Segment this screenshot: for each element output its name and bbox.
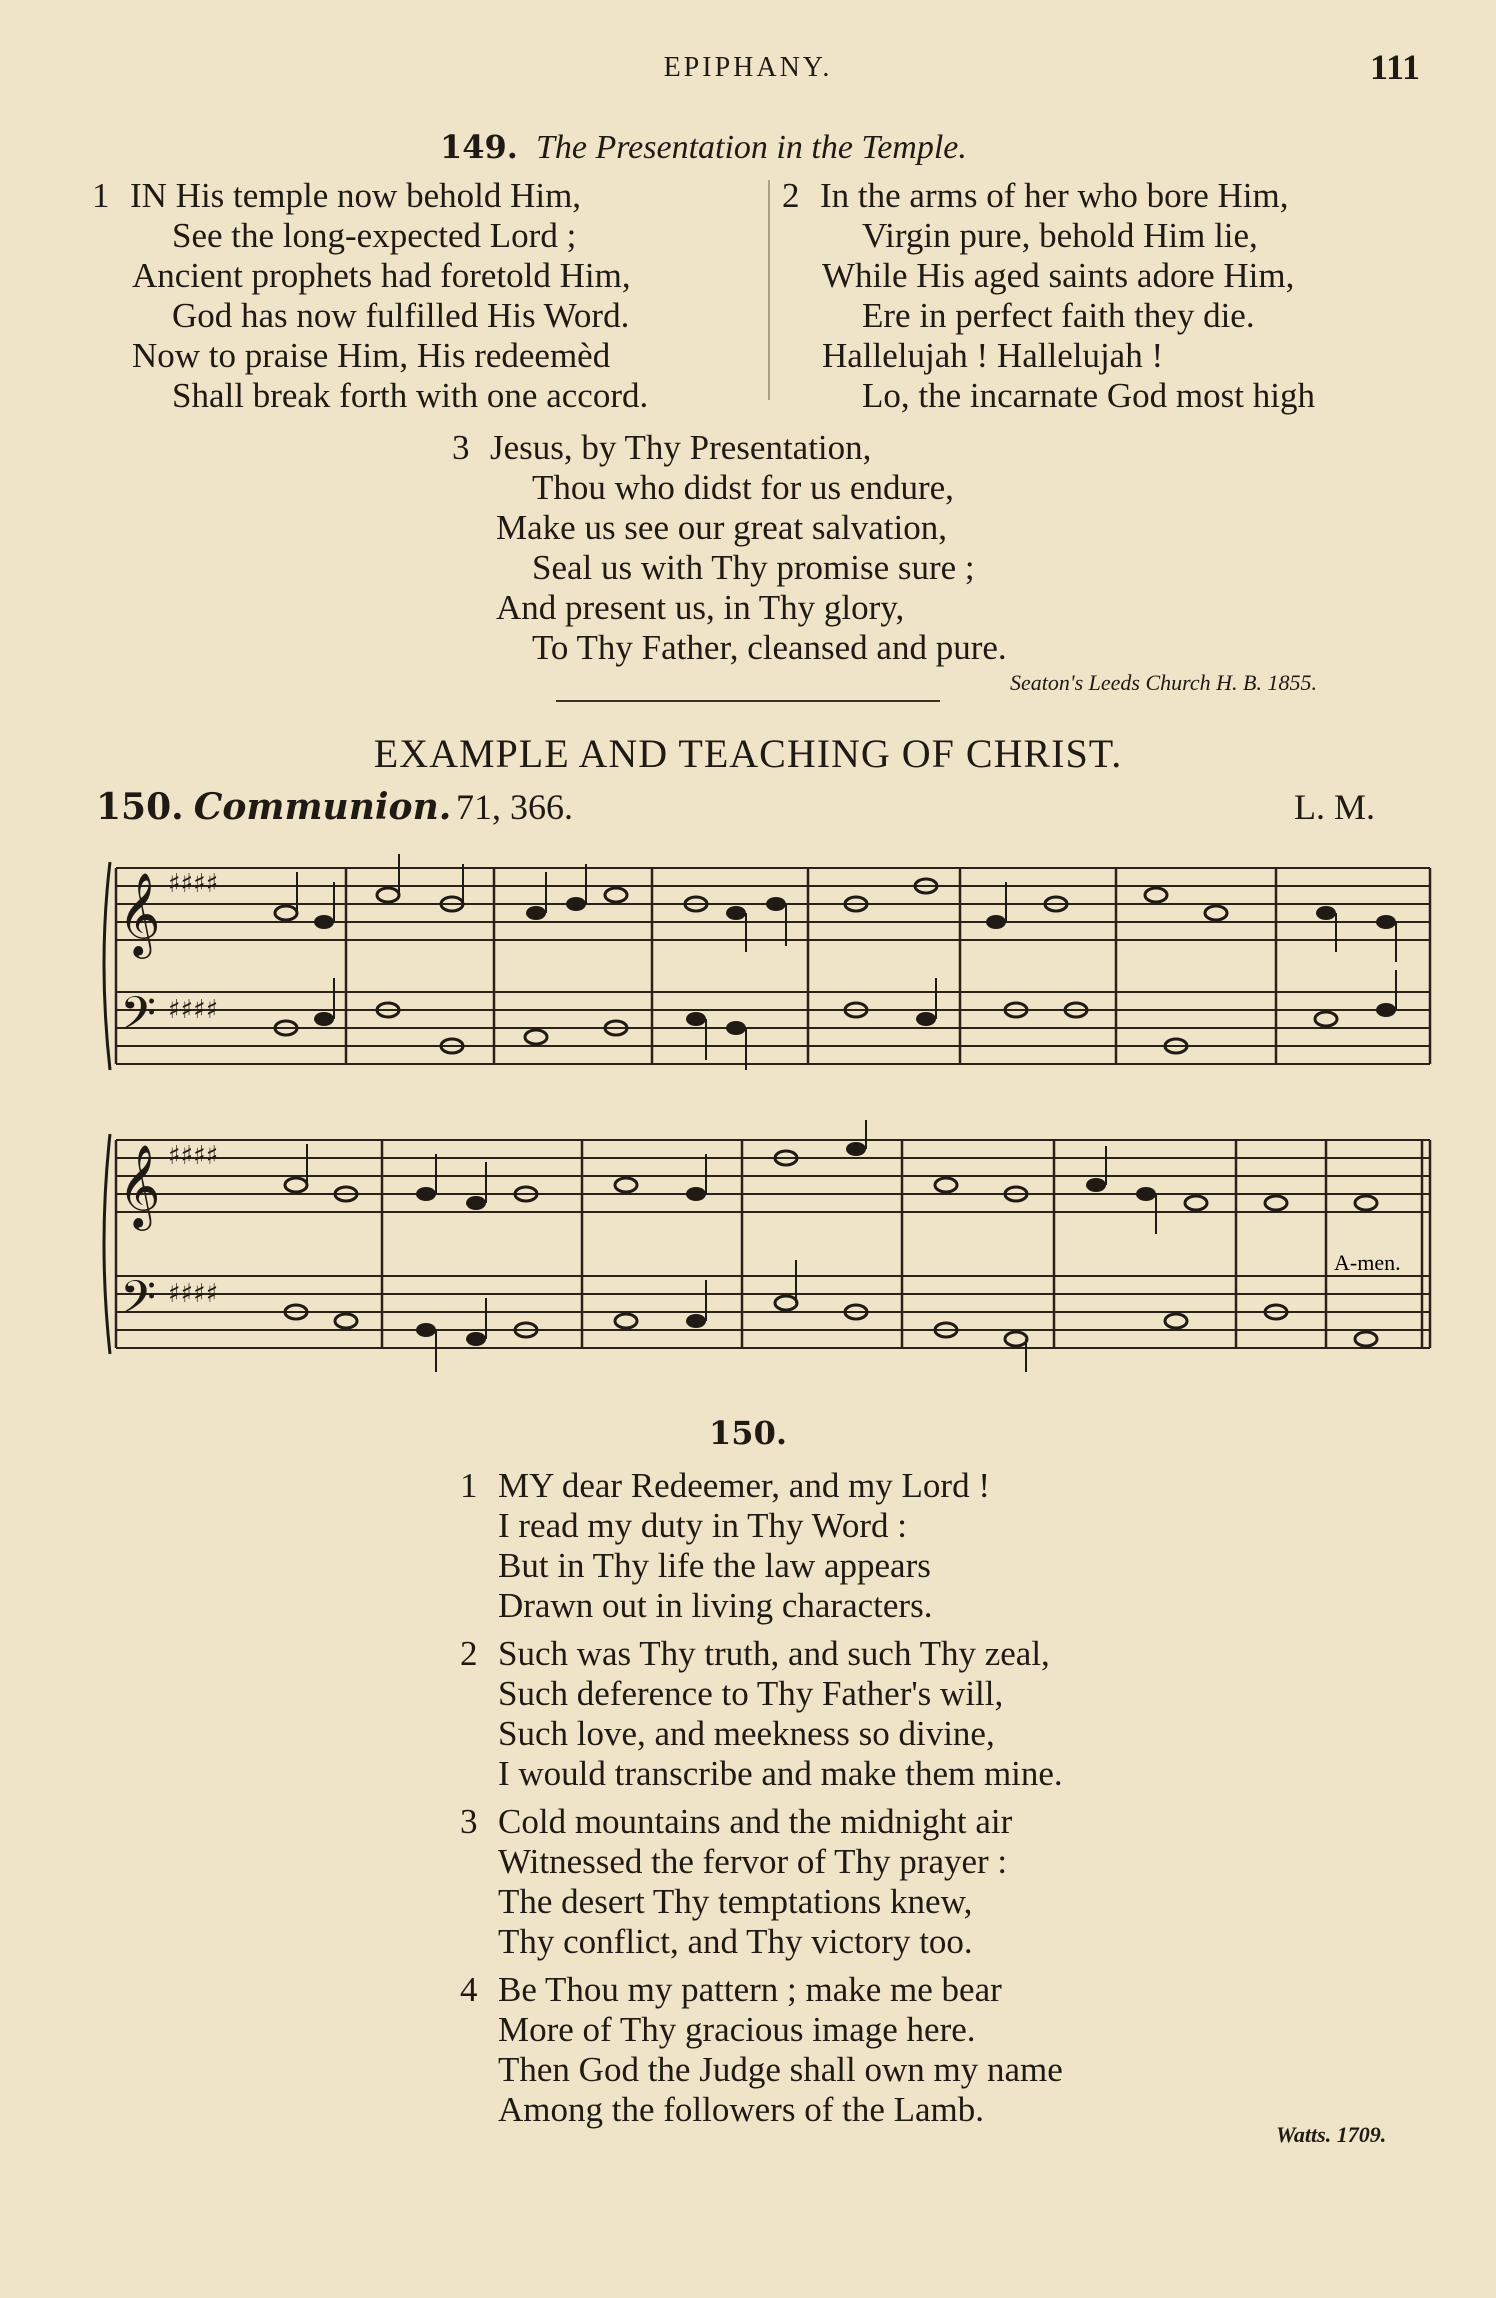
system-brace — [104, 1134, 110, 1354]
section-title: EXAMPLE AND TEACHING OF CHRIST. — [373, 731, 1123, 776]
tune-label — [96, 786, 451, 828]
verse-line: Now to praise Him, His redeemèd — [132, 336, 611, 375]
bass-clef-icon: 𝄢 — [120, 987, 157, 1052]
notes — [275, 879, 1396, 1053]
verse-line: See the long-expected Lord ; — [172, 216, 577, 255]
verse-number: 3 — [452, 428, 470, 467]
column-divider — [768, 180, 770, 400]
key-signature-icon: ♯♯♯♯ — [168, 869, 219, 899]
verse-line: Among the followers of the Lamb. — [498, 2090, 985, 2129]
verse-number: 3 — [460, 1802, 478, 1841]
hymn-150-verse-4 — [460, 1970, 1063, 2130]
verse-number: 1 — [92, 176, 110, 215]
verse-line: And present us, in Thy glory, — [496, 588, 905, 627]
verse-line: While His aged saints adore Him, — [822, 256, 1295, 295]
verse-line: Shall break forth with one accord. — [172, 376, 649, 415]
hymn-150-verse-2 — [460, 1634, 1063, 1794]
amen-label: A-men. — [1334, 1250, 1401, 1275]
hymn-149-verse-2 — [782, 176, 1315, 416]
tune-references: 71, 366. — [456, 787, 573, 827]
verse-line: 4 Be Thou my pattern ; make me bear — [460, 1970, 1002, 2009]
bass-clef-icon: 𝄢 — [120, 1271, 157, 1336]
tune-meter: L. M. — [1294, 787, 1375, 827]
divider-rule — [556, 700, 940, 702]
page-number: 111 — [1370, 47, 1421, 87]
key-signature-icon: ♯♯♯♯ — [168, 1141, 219, 1171]
treble-staff — [116, 1140, 1430, 1212]
verse-line: More of Thy gracious image here. — [498, 2010, 976, 2049]
hymn-149-attribution: Seaton's Leeds Church H. B. 1855. — [1010, 670, 1317, 695]
hymn-150-verse-1 — [460, 1466, 1063, 1626]
verse-line: Thy conflict, and Thy victory too. — [498, 1922, 973, 1961]
verse-line: 2 In the arms of her who bore Him, — [782, 176, 1289, 215]
music-system-2 — [96, 1110, 1436, 1380]
key-signature-icon: ♯♯♯♯ — [168, 995, 219, 1025]
verse-line: I would transcribe and make them mine. — [498, 1754, 1063, 1793]
verse-line: Ancient prophets had foretold Him, — [132, 256, 631, 295]
bass-staff — [116, 992, 1430, 1064]
verse-line: Such deference to Thy Father's will, — [498, 1674, 1004, 1713]
verse-line: 2 Such was Thy truth, and such Thy zeal, — [460, 1634, 1050, 1673]
verse-line: Witnessed the fervor of Thy prayer : — [498, 1842, 1008, 1881]
verse-line: But in Thy life the law appears — [498, 1546, 931, 1585]
hymn-149-title: The Presentation in the Temple. — [535, 129, 967, 166]
verse-line: Drawn out in living characters. — [498, 1586, 933, 1625]
verse-line: 1 MY dear Redeemer, and my Lord ! — [460, 1466, 990, 1505]
running-header: EPIPHANY. — [663, 52, 833, 83]
verse-number: 4 — [460, 1970, 478, 2009]
hymn-150-heading — [0, 1414, 1496, 1453]
hymn-150-attribution: Watts. 1709. — [1276, 2122, 1387, 2147]
hymn-149-verse-3 — [452, 428, 1007, 668]
treble-clef-icon: 𝄞 — [118, 871, 161, 955]
notes — [285, 1142, 1377, 1346]
key-signature-icon: ♯♯♯♯ — [168, 1279, 219, 1309]
verse-line: Make us see our great salvation, — [496, 508, 947, 547]
verse-number: 2 — [782, 176, 800, 215]
verse-line: I read my duty in Thy Word : — [498, 1506, 908, 1545]
verse-number: 2 — [460, 1634, 478, 1673]
verse-line: The desert Thy temptations knew, — [498, 1882, 973, 1921]
verse-line: Seal us with Thy promise sure ; — [532, 548, 975, 587]
barlines — [346, 868, 1430, 1064]
system-brace — [104, 862, 110, 1070]
tune-name: Communion. — [193, 786, 452, 828]
verse-line: To Thy Father, cleansed and pure. — [532, 628, 1007, 667]
hymn-149-verse-1 — [92, 176, 648, 416]
verse-line: 1 IN His temple now behold Him, — [92, 176, 582, 215]
verse-line: Lo, the incarnate God most high — [862, 376, 1315, 415]
barlines — [382, 1140, 1430, 1348]
music-system-1 — [96, 842, 1436, 1092]
verse-line: 3 Jesus, by Thy Presentation, — [452, 428, 872, 467]
verse-line: Hallelujah ! Hallelujah ! — [822, 336, 1164, 375]
hymn-150-verses — [460, 1466, 1063, 2130]
hymn-149-number: 149. — [440, 128, 518, 166]
verse-number: 1 — [460, 1466, 478, 1505]
tune-number: 150. — [96, 786, 184, 828]
hymn-150-number: 150. — [709, 1414, 787, 1452]
verse-line: Virgin pure, behold Him lie, — [862, 216, 1258, 255]
verse-line: Then God the Judge shall own my name — [498, 2050, 1063, 2089]
hymn-150-verse-3 — [460, 1802, 1063, 1962]
verse-line: Such love, and meekness so divine, — [498, 1714, 995, 1753]
bass-staff — [116, 1276, 1430, 1348]
hymn-149-heading — [440, 128, 967, 167]
verse-line: Thou who didst for us endure, — [532, 468, 954, 507]
verse-line: God has now fulfilled His Word. — [172, 296, 630, 335]
verse-line: Ere in perfect faith they die. — [862, 296, 1255, 335]
verse-line: 3 Cold mountains and the midnight air — [460, 1802, 1013, 1841]
treble-clef-icon: 𝄞 — [118, 1143, 161, 1227]
